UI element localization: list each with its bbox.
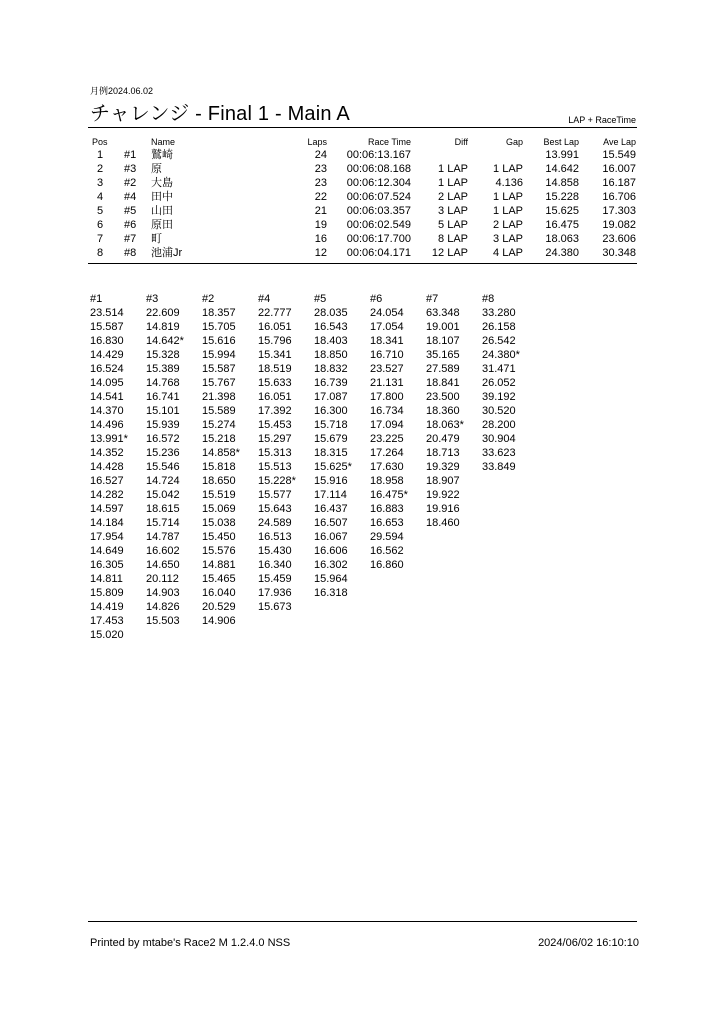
lap-time: 16.830 (90, 335, 124, 347)
lap-time: 16.302 (314, 559, 348, 571)
lap-time: 33.623 (482, 447, 516, 459)
lap-time: 15.430 (258, 545, 292, 557)
lap-time: 17.954 (90, 531, 124, 543)
lap-time: 16.051 (258, 321, 292, 333)
lap-time: 15.513 (258, 461, 292, 473)
result-row (0, 176, 724, 190)
pos-cell: 8 (96, 247, 104, 259)
lap-time: 15.994 (202, 349, 236, 361)
lap-time: 30.904 (482, 433, 516, 445)
results-rows (0, 148, 724, 260)
lap-time: 15.389 (146, 363, 180, 375)
lap-time: 28.035 (314, 307, 348, 319)
lap-time: 14.352 (90, 447, 124, 459)
lap-time: 15.705 (202, 321, 236, 333)
car-number: #1 (124, 149, 137, 161)
lap-time: 15.916 (314, 475, 348, 487)
lap-time: 16.562 (370, 545, 404, 557)
lap-time: 16.067 (314, 531, 348, 543)
lap-time: 17.392 (258, 405, 292, 417)
lap-time: 14.419 (90, 601, 124, 613)
result-row (0, 246, 724, 260)
lap-time: 15.038 (202, 517, 236, 529)
diff-cell: 1 LAP (438, 177, 468, 189)
lap-time: 15.450 (202, 531, 236, 543)
lap-time: 23.500 (426, 391, 460, 403)
lap-time: 26.052 (482, 377, 516, 389)
lap-time: 17.936 (258, 587, 292, 599)
lap-time: 18.403 (314, 335, 348, 347)
lap-time: 18.832 (314, 363, 348, 375)
lap-column-header: #6 (370, 293, 383, 305)
page-title: チャレンジ - Final 1 - Main A (90, 103, 350, 125)
lap-time: 18.958 (370, 475, 404, 487)
result-row (0, 190, 724, 204)
driver-name: 町 (151, 233, 162, 245)
lap-time: 14.649 (90, 545, 124, 557)
lap-time: 39.192 (482, 391, 516, 403)
car-number: #3 (124, 163, 137, 175)
race-time-cell: 00:06:08.168 (346, 163, 411, 175)
lap-time: 16.860 (370, 559, 404, 571)
lap-time: 22.777 (258, 307, 292, 319)
lap-time: 17.094 (370, 419, 404, 431)
lap-time: 15.818 (202, 461, 236, 473)
lap-time: 18.519 (258, 363, 292, 375)
gap-cell: 4.136 (495, 177, 523, 189)
driver-name: 原田 (151, 219, 173, 231)
lap-time: 16.602 (146, 545, 180, 557)
lap-time: 14.597 (90, 503, 124, 515)
driver-name: 大島 (151, 177, 173, 189)
lap-time: 16.475* (370, 489, 408, 501)
lap-time: 15.809 (90, 587, 124, 599)
lap-time: 19.329 (426, 461, 460, 473)
best-lap-cell: 13.991 (545, 149, 579, 161)
laps-cell: 23 (314, 163, 327, 175)
lap-time: 15.589 (202, 405, 236, 417)
gap-cell: 2 LAP (493, 219, 523, 231)
lap-time: 14.642* (146, 335, 184, 347)
diff-cell: 3 LAP (438, 205, 468, 217)
lap-time: 16.305 (90, 559, 124, 571)
lap-time: 14.819 (146, 321, 180, 333)
diff-cell: 1 LAP (438, 163, 468, 175)
lap-time: 15.042 (146, 489, 180, 501)
lap-time: 18.460 (426, 517, 460, 529)
lap-time: 15.546 (146, 461, 180, 473)
lap-time: 23.527 (370, 363, 404, 375)
race-time-cell: 00:06:02.549 (346, 219, 411, 231)
lap-time: 16.606 (314, 545, 348, 557)
header-divider (88, 127, 637, 128)
diff-cell: 5 LAP (438, 219, 468, 231)
lap-time: 15.625* (314, 461, 352, 473)
col-header-laps: Laps (307, 137, 327, 147)
result-row (0, 148, 724, 162)
lap-column-header: #2 (202, 293, 215, 305)
best-lap-cell: 15.625 (545, 205, 579, 217)
pos-cell: 2 (96, 163, 104, 175)
lap-time: 14.826 (146, 601, 180, 613)
lap-time: 17.264 (370, 447, 404, 459)
footer-timestamp: 2024/06/02 16:10:10 (538, 937, 639, 949)
pos-cell: 1 (96, 149, 104, 161)
driver-name: 田中 (151, 191, 173, 203)
lap-column (482, 292, 538, 474)
lap-time: 33.849 (482, 461, 516, 473)
lap-time: 16.543 (314, 321, 348, 333)
ave-lap-cell: 23.606 (602, 233, 636, 245)
lap-time: 15.341 (258, 349, 292, 361)
lap-column-header: #5 (314, 293, 327, 305)
lap-time: 28.200 (482, 419, 516, 431)
ave-lap-cell: 16.007 (602, 163, 636, 175)
driver-name: 原 (151, 163, 162, 175)
race-time-cell: 00:06:13.167 (346, 149, 411, 161)
col-header-race-time: Race Time (367, 137, 411, 147)
pos-cell: 5 (96, 205, 104, 217)
lap-time: 15.465 (202, 573, 236, 585)
lap-time: 15.577 (258, 489, 292, 501)
lap-time: 26.542 (482, 335, 516, 347)
result-row (0, 162, 724, 176)
lap-column (370, 292, 426, 572)
lap-time: 16.513 (258, 531, 292, 543)
lap-time: 16.507 (314, 517, 348, 529)
lap-time: 17.453 (90, 615, 124, 627)
laps-cell: 23 (314, 177, 327, 189)
laps-cell: 21 (314, 205, 327, 217)
car-number: #8 (124, 247, 137, 259)
lap-time: 15.274 (202, 419, 236, 431)
lap-time: 18.841 (426, 377, 460, 389)
lap-time: 21.398 (202, 391, 236, 403)
diff-cell: 12 LAP (431, 247, 468, 259)
race-time-cell: 00:06:07.524 (346, 191, 411, 203)
lap-time: 18.650 (202, 475, 236, 487)
laps-cell: 16 (314, 233, 327, 245)
lap-time: 16.040 (202, 587, 236, 599)
race-time-cell: 00:06:03.357 (346, 205, 411, 217)
lap-time: 17.630 (370, 461, 404, 473)
pos-cell: 4 (96, 191, 104, 203)
lap-time: 18.315 (314, 447, 348, 459)
lap-time: 14.650 (146, 559, 180, 571)
lap-column (202, 292, 258, 628)
lap-time: 16.437 (314, 503, 348, 515)
lap-time: 15.679 (314, 433, 348, 445)
lap-time: 15.643 (258, 503, 292, 515)
lap-time: 16.734 (370, 405, 404, 417)
ave-lap-cell: 17.303 (602, 205, 636, 217)
lap-time: 20.112 (146, 573, 179, 585)
lap-time: 18.360 (426, 405, 460, 417)
col-header-name: Name (151, 137, 176, 147)
lap-time: 24.054 (370, 307, 404, 319)
car-number: #6 (124, 219, 137, 231)
lap-time: 18.063* (426, 419, 464, 431)
lap-time: 14.282 (90, 489, 124, 501)
lap-time: 33.280 (482, 307, 516, 319)
lap-time: 24.589 (258, 517, 292, 529)
lap-time: 21.131 (370, 377, 404, 389)
lap-time: 14.768 (146, 377, 180, 389)
lap-time: 15.714 (146, 517, 180, 529)
lap-time: 15.218 (202, 433, 236, 445)
lap-time: 17.087 (314, 391, 348, 403)
gap-cell: 1 LAP (493, 163, 523, 175)
lap-time: 27.589 (426, 363, 460, 375)
lap-time: 14.881 (202, 559, 236, 571)
lap-time: 23.514 (90, 307, 124, 319)
lap-time: 14.724 (146, 475, 180, 487)
lap-time: 15.673 (258, 601, 292, 613)
lap-time: 15.236 (146, 447, 180, 459)
results-header-row (0, 137, 724, 148)
lap-time: 18.907 (426, 475, 460, 487)
lap-time: 16.739 (314, 377, 348, 389)
lap-time: 16.318 (314, 587, 348, 599)
lap-time: 14.496 (90, 419, 124, 431)
lap-column (426, 292, 482, 530)
lap-time: 19.922 (426, 489, 460, 501)
lap-time: 18.615 (146, 503, 180, 515)
lap-time: 14.903 (146, 587, 180, 599)
lap-time: 15.616 (202, 335, 236, 347)
doc-subtitle: LAP + RaceTime (568, 115, 636, 125)
lap-time: 16.524 (90, 363, 124, 375)
diff-cell: 8 LAP (438, 233, 468, 245)
lap-time: 15.313 (258, 447, 292, 459)
footer-divider (88, 921, 637, 922)
lap-time: 19.001 (426, 321, 460, 333)
lap-time: 18.850 (314, 349, 348, 361)
lap-time: 15.228* (258, 475, 296, 487)
pos-cell: 6 (96, 219, 104, 231)
lap-time: 16.710 (370, 349, 404, 361)
lap-time: 15.587 (90, 321, 124, 333)
diff-cell: 2 LAP (438, 191, 468, 203)
pos-cell: 3 (96, 177, 104, 189)
lap-column (258, 292, 314, 614)
lap-time: 17.054 (370, 321, 404, 333)
col-header-diff: Diff (454, 137, 468, 147)
lap-column-header: #3 (146, 293, 159, 305)
laps-cell: 12 (314, 247, 327, 259)
lap-time: 18.107 (426, 335, 460, 347)
lap-time: 16.300 (314, 405, 348, 417)
lap-time: 15.519 (202, 489, 236, 501)
lap-time: 15.069 (202, 503, 236, 515)
lap-column-header: #1 (90, 293, 103, 305)
race-time-cell: 00:06:17.700 (346, 233, 411, 245)
ave-lap-cell: 16.187 (602, 177, 636, 189)
car-number: #7 (124, 233, 137, 245)
results-divider (88, 263, 637, 264)
car-number: #4 (124, 191, 137, 203)
doc-date: 月例2024.06.02 (90, 86, 154, 96)
car-number: #2 (124, 177, 137, 189)
lap-time: 14.184 (90, 517, 124, 529)
lap-time: 14.370 (90, 405, 124, 417)
lap-time: 15.939 (146, 419, 180, 431)
laps-cell: 24 (314, 149, 327, 161)
lap-time: 26.158 (482, 321, 516, 333)
car-number: #5 (124, 205, 137, 217)
lap-time: 16.883 (370, 503, 404, 515)
lap-time: 15.964 (314, 573, 348, 585)
lap-time: 15.328 (146, 349, 180, 361)
lap-time: 22.609 (146, 307, 180, 319)
lap-time: 13.991* (90, 433, 128, 445)
lap-time: 15.101 (146, 405, 180, 417)
lap-time: 14.095 (90, 377, 124, 389)
col-header-pos: Pos (92, 137, 108, 147)
best-lap-cell: 15.228 (545, 191, 579, 203)
col-header-gap: Gap (505, 137, 523, 147)
footer-printed-by: Printed by mtabe's Race2 M 1.2.4.0 NSS (90, 937, 291, 949)
lap-time: 14.541 (90, 391, 124, 403)
lap-time: 20.479 (426, 433, 460, 445)
lap-time: 17.800 (370, 391, 404, 403)
lap-time: 16.653 (370, 517, 404, 529)
ave-lap-cell: 15.549 (602, 149, 636, 161)
gap-cell: 1 LAP (493, 205, 523, 217)
gap-cell: 3 LAP (493, 233, 523, 245)
best-lap-cell: 24.380 (545, 247, 579, 259)
lap-time: 15.453 (258, 419, 292, 431)
lap-time: 63.348 (426, 307, 460, 319)
result-row (0, 218, 724, 232)
ave-lap-cell: 30.348 (602, 247, 636, 259)
lap-time: 15.587 (202, 363, 236, 375)
lap-time: 23.225 (370, 433, 404, 445)
lap-column (314, 292, 370, 600)
result-row (0, 232, 724, 246)
lap-time: 29.594 (370, 531, 404, 543)
lap-time: 15.020 (90, 629, 124, 641)
race-time-cell: 00:06:12.304 (346, 177, 411, 189)
best-lap-cell: 16.475 (545, 219, 579, 231)
laps-cell: 22 (314, 191, 327, 203)
gap-cell: 1 LAP (493, 191, 523, 203)
lap-time: 15.718 (314, 419, 348, 431)
lap-time: 15.767 (202, 377, 236, 389)
lap-time: 18.713 (426, 447, 460, 459)
laps-cell: 19 (314, 219, 327, 231)
lap-time: 16.340 (258, 559, 292, 571)
lap-time: 30.520 (482, 405, 516, 417)
lap-time: 24.380* (482, 349, 520, 361)
best-lap-cell: 18.063 (545, 233, 579, 245)
gap-cell: 4 LAP (493, 247, 523, 259)
lap-column-header: #8 (482, 293, 495, 305)
lap-time: 14.811 (90, 573, 123, 585)
col-header-ave-lap: Ave Lap (603, 137, 636, 147)
best-lap-cell: 14.642 (545, 163, 579, 175)
lap-time: 17.114 (314, 489, 347, 501)
ave-lap-cell: 19.082 (602, 219, 636, 231)
lap-time: 18.341 (370, 335, 404, 347)
lap-time: 20.529 (202, 601, 236, 613)
lap-column (90, 292, 146, 642)
lap-time: 15.796 (258, 335, 292, 347)
lap-time: 35.165 (426, 349, 460, 361)
lap-time: 15.633 (258, 377, 292, 389)
result-row (0, 204, 724, 218)
driver-name: 鷲崎 (151, 149, 173, 161)
lap-time: 15.576 (202, 545, 236, 557)
lap-time: 15.459 (258, 573, 292, 585)
best-lap-cell: 14.858 (545, 177, 579, 189)
lap-time: 16.051 (258, 391, 292, 403)
driver-name: 山田 (151, 205, 173, 217)
results-table (0, 137, 724, 260)
lap-time: 19.916 (426, 503, 460, 515)
lap-time: 14.787 (146, 531, 180, 543)
lap-time: 31.471 (482, 363, 516, 375)
lap-time: 18.357 (202, 307, 236, 319)
race-time-cell: 00:06:04.171 (346, 247, 411, 259)
lap-time: 15.297 (258, 433, 292, 445)
lap-time: 14.429 (90, 349, 124, 361)
lap-time: 14.428 (90, 461, 124, 473)
lap-time: 14.858* (202, 447, 240, 459)
lap-column-header: #4 (258, 293, 271, 305)
lap-time: 14.906 (202, 615, 236, 627)
ave-lap-cell: 16.706 (602, 191, 636, 203)
lap-column (146, 292, 202, 628)
lap-time: 15.503 (146, 615, 180, 627)
driver-name: 池浦Jr (151, 247, 183, 259)
lap-time: 16.572 (146, 433, 180, 445)
col-header-best-lap: Best Lap (543, 137, 579, 147)
lap-time: 16.741 (146, 391, 180, 403)
lap-time: 16.527 (90, 475, 124, 487)
lap-column-header: #7 (426, 293, 439, 305)
pos-cell: 7 (96, 233, 104, 245)
